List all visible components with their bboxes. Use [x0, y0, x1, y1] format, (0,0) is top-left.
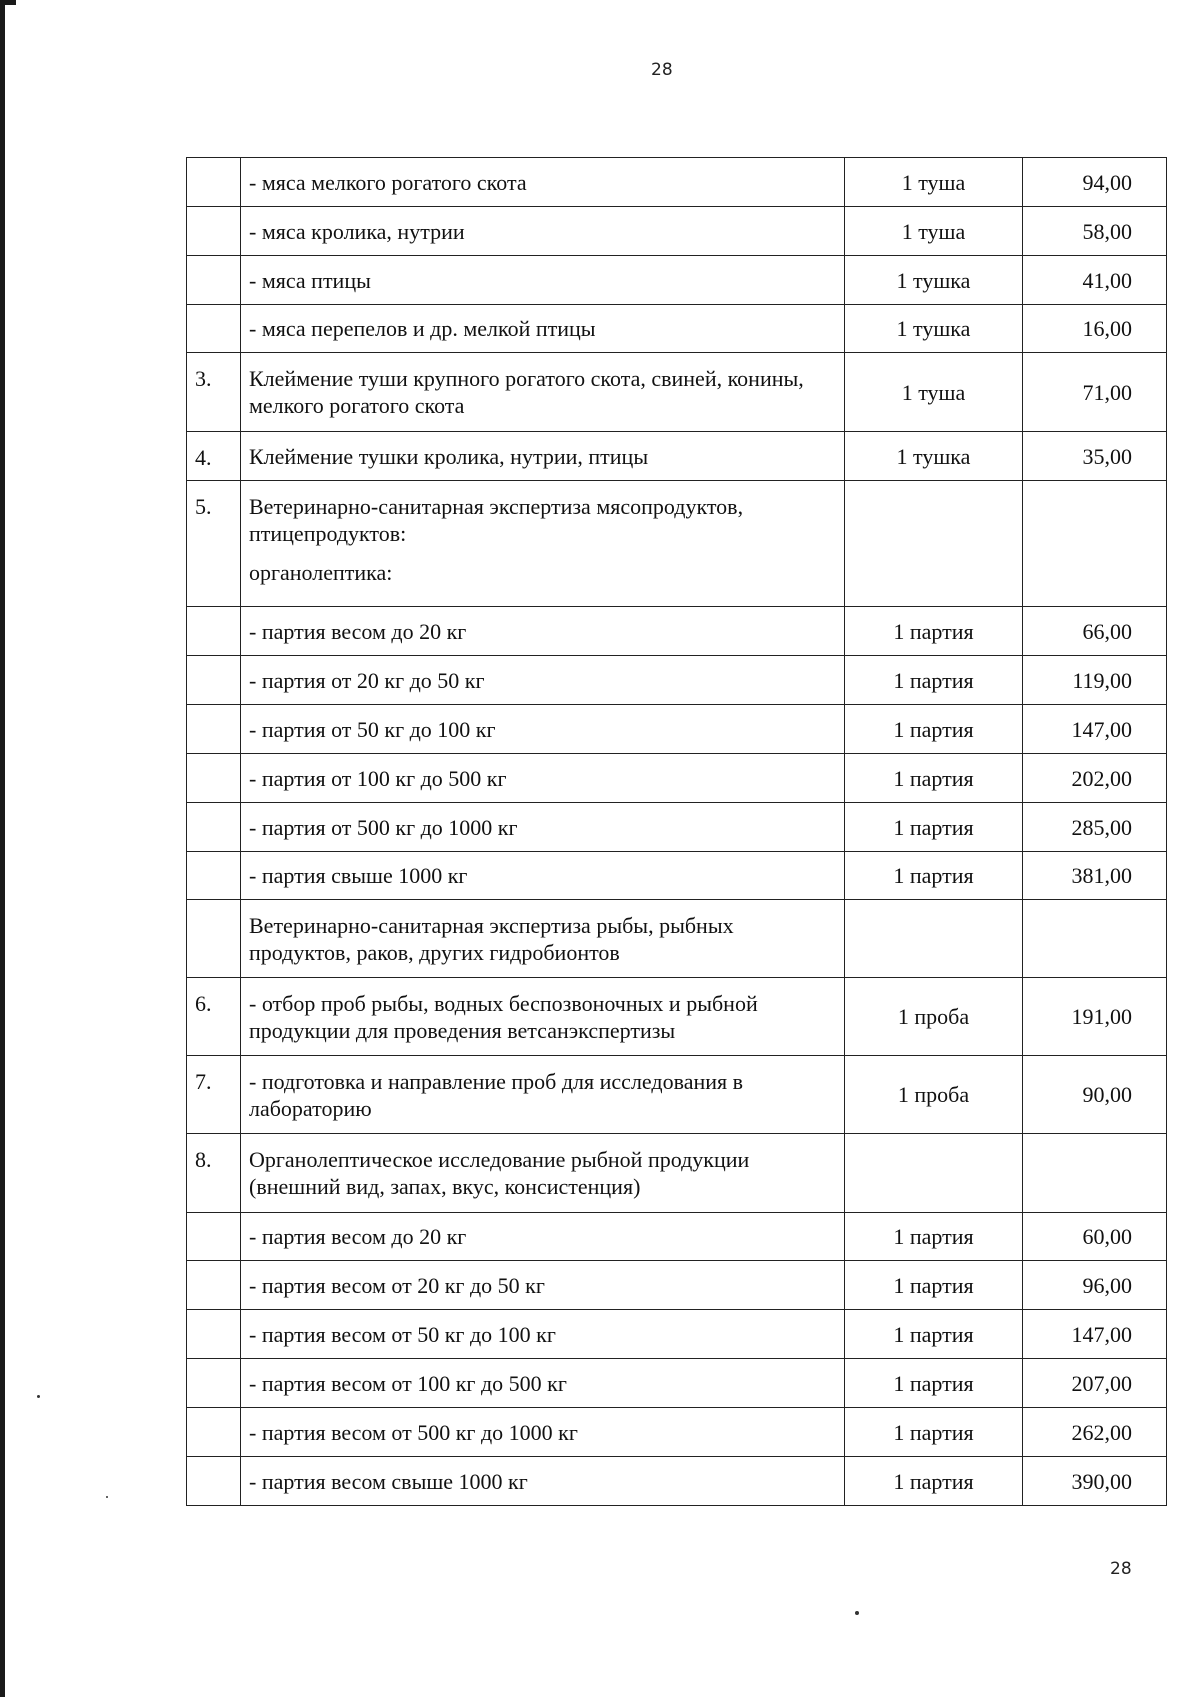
price-cell	[1023, 1310, 1167, 1359]
unit-cell	[845, 1457, 1023, 1506]
price-cell	[1023, 852, 1167, 900]
table-row	[187, 978, 1167, 1056]
price-cell	[1023, 1213, 1167, 1261]
unit-text: 1 тушка	[896, 267, 971, 293]
service-name-text: - мяса перепелов и др. мелкой птицы	[249, 316, 596, 341]
price-cell	[1023, 305, 1167, 353]
service-name-cell	[241, 1056, 845, 1134]
table-row	[187, 432, 1167, 481]
row-number-cell	[187, 1261, 241, 1310]
service-name-text: - партия весом от 50 кг до 100 кг	[249, 1321, 556, 1347]
unit-cell	[845, 852, 1023, 900]
unit-cell	[845, 158, 1023, 207]
service-name-text: - партия от 20 кг до 50 кг	[249, 667, 485, 693]
unit-text: 1 партия	[893, 667, 974, 693]
service-name-cell	[241, 207, 845, 256]
price-cell	[1023, 1359, 1167, 1408]
unit-cell	[845, 481, 1023, 607]
unit-text: 1 туша	[901, 169, 966, 195]
service-name-cell	[241, 1408, 845, 1457]
row-number-cell	[187, 705, 241, 754]
price-text: 90,00	[1082, 1082, 1132, 1107]
price-cell	[1023, 1261, 1167, 1310]
service-name-text: - мяса мелкого рогатого скота	[249, 169, 527, 195]
row-number-cell	[187, 1056, 241, 1134]
service-name-cell	[241, 256, 845, 305]
service-name-cell	[241, 705, 845, 754]
price-cell	[1023, 158, 1167, 207]
unit-text: 1 партия	[893, 1468, 974, 1494]
unit-cell	[845, 607, 1023, 656]
price-cell	[1023, 1457, 1167, 1506]
table-row	[187, 1056, 1167, 1134]
row-number-text: 4.	[195, 445, 212, 470]
row-number-cell	[187, 1408, 241, 1457]
price-cell	[1023, 1408, 1167, 1457]
unit-text: 1 партия	[893, 1321, 974, 1347]
price-text: 147,00	[1071, 716, 1132, 742]
price-text: 96,00	[1082, 1272, 1132, 1298]
unit-cell	[845, 705, 1023, 754]
price-text: 202,00	[1071, 765, 1132, 791]
price-cell	[1023, 754, 1167, 803]
service-name-text: - партия от 500 кг до 1000 кг	[249, 814, 518, 840]
row-number-text: 3.	[195, 366, 212, 391]
price-cell	[1023, 705, 1167, 754]
service-name-cell	[241, 1261, 845, 1310]
service-name-text: - мяса птицы	[249, 267, 371, 293]
price-text: 119,00	[1072, 667, 1132, 693]
service-name-text: Ветеринарно-санитарная экспертиза мясопродуктов, птицепродуктов:	[249, 494, 744, 546]
price-cell	[1023, 803, 1167, 852]
service-name-cell	[241, 656, 845, 705]
page-number-top: 28	[651, 60, 673, 80]
service-name-cell	[241, 900, 845, 978]
unit-cell	[845, 1359, 1023, 1408]
unit-text: 1 партия	[893, 1272, 974, 1298]
unit-text: 1 партия	[893, 716, 974, 742]
row-number-cell	[187, 1310, 241, 1359]
price-text: 94,00	[1082, 169, 1132, 195]
table-row	[187, 705, 1167, 754]
price-cell	[1023, 978, 1167, 1056]
service-name-cell	[241, 1310, 845, 1359]
price-cell	[1023, 607, 1167, 656]
service-name-text: - партия весом от 500 кг до 1000 кг	[249, 1419, 578, 1445]
price-cell	[1023, 1134, 1167, 1213]
service-name-cell	[241, 1457, 845, 1506]
table-row	[187, 656, 1167, 705]
row-number-cell	[187, 1457, 241, 1506]
table-row	[187, 1359, 1167, 1408]
price-cell	[1023, 481, 1167, 607]
table-row	[187, 803, 1167, 852]
price-cell	[1023, 656, 1167, 705]
table-row	[187, 158, 1167, 207]
unit-cell	[845, 656, 1023, 705]
row-number-cell	[187, 656, 241, 705]
price-text: 191,00	[1071, 1004, 1132, 1029]
row-number-text: 5.	[195, 494, 212, 519]
price-table	[186, 157, 1167, 1506]
service-name-text: Клеймение тушки кролика, нутрии, птицы	[249, 443, 649, 469]
unit-text: 1 туша	[901, 379, 966, 405]
unit-text: 1 туша	[901, 218, 966, 244]
table-row	[187, 481, 1167, 607]
unit-text: 1 партия	[893, 1370, 974, 1396]
unit-cell	[845, 256, 1023, 305]
service-name-text: - отбор проб рыбы, водных беспозвоночных и рыбной продукции для проведения ветсанэкспертизы	[249, 990, 758, 1043]
unit-cell	[845, 900, 1023, 978]
price-text: 58,00	[1082, 218, 1132, 244]
price-cell	[1023, 256, 1167, 305]
unit-text: 1 проба	[897, 1082, 970, 1107]
unit-cell	[845, 803, 1023, 852]
price-table-body	[187, 158, 1167, 1506]
unit-cell	[845, 1056, 1023, 1134]
row-number-cell	[187, 481, 241, 607]
service-name-text: - партия весом от 20 кг до 50 кг	[249, 1272, 545, 1298]
service-name-text: - партия от 50 кг до 100 кг	[249, 716, 496, 742]
service-name-text: - партия свыше 1000 кг	[249, 863, 468, 888]
price-text: 66,00	[1082, 618, 1132, 644]
service-subheading-text: органолептика:	[249, 560, 393, 585]
price-text: 35,00	[1082, 443, 1132, 469]
table-row	[187, 852, 1167, 900]
table-row	[187, 1213, 1167, 1261]
table-row	[187, 607, 1167, 656]
table-row	[187, 754, 1167, 803]
unit-text: 1 партия	[893, 863, 974, 888]
unit-cell	[845, 1261, 1023, 1310]
price-text: 147,00	[1071, 1321, 1132, 1347]
table-row	[187, 1457, 1167, 1506]
row-number-cell	[187, 852, 241, 900]
table-row	[187, 1261, 1167, 1310]
scan-speck	[855, 1611, 859, 1615]
unit-text: 1 партия	[893, 765, 974, 791]
table-row	[187, 900, 1167, 978]
unit-cell	[845, 432, 1023, 481]
service-name-text: - мяса кролика, нутрии	[249, 218, 465, 244]
row-number-cell	[187, 978, 241, 1056]
row-number-cell	[187, 158, 241, 207]
unit-cell	[845, 353, 1023, 432]
price-cell	[1023, 1056, 1167, 1134]
price-cell	[1023, 900, 1167, 978]
service-name-cell	[241, 481, 845, 607]
unit-cell	[845, 305, 1023, 353]
row-number-text: 6.	[195, 991, 212, 1016]
price-text: 390,00	[1071, 1468, 1132, 1494]
row-number-cell	[187, 207, 241, 256]
price-text: 207,00	[1071, 1370, 1132, 1396]
unit-text: 1 партия	[893, 814, 974, 840]
service-name-text: Органолептическое исследование рыбной продукции (внешний вид, запах, вкус, консистенция)	[249, 1147, 750, 1199]
table-row	[187, 207, 1167, 256]
service-name-text: - партия весом от 100 кг до 500 кг	[249, 1370, 567, 1396]
price-text: 381,00	[1071, 863, 1132, 888]
row-number-cell	[187, 900, 241, 978]
row-number-cell	[187, 305, 241, 353]
row-number-cell	[187, 432, 241, 481]
service-name-cell	[241, 1359, 845, 1408]
service-name-cell	[241, 1134, 845, 1213]
price-cell	[1023, 353, 1167, 432]
price-cell	[1023, 432, 1167, 481]
unit-cell	[845, 207, 1023, 256]
table-row	[187, 256, 1167, 305]
service-name-cell	[241, 305, 845, 353]
service-name-text: - партия от 100 кг до 500 кг	[249, 765, 507, 791]
row-number-cell	[187, 1359, 241, 1408]
service-name-cell	[241, 607, 845, 656]
service-name-text: - партия весом свыше 1000 кг	[249, 1468, 528, 1494]
unit-cell	[845, 1134, 1023, 1213]
row-number-cell	[187, 607, 241, 656]
price-text: 71,00	[1082, 379, 1132, 405]
service-name-text: Клеймение туши крупного рогатого скота, свиней, конины, мелкого рогатого скота	[249, 366, 804, 418]
price-text: 285,00	[1071, 814, 1132, 840]
unit-cell	[845, 754, 1023, 803]
service-name-cell	[241, 1213, 845, 1261]
service-name-cell	[241, 353, 845, 432]
scan-speck	[106, 1496, 108, 1498]
row-number-text: 7.	[195, 1069, 212, 1094]
service-name-text: - партия весом до 20 кг	[249, 618, 467, 644]
service-name-text: - партия весом до 20 кг	[249, 1224, 467, 1249]
unit-text: 1 тушка	[896, 443, 971, 469]
table-row	[187, 1408, 1167, 1457]
price-text: 60,00	[1082, 1224, 1132, 1249]
unit-text: 1 партия	[893, 1224, 974, 1249]
row-number-cell	[187, 803, 241, 852]
price-text: 16,00	[1082, 316, 1132, 341]
row-number-cell	[187, 754, 241, 803]
row-number-cell	[187, 256, 241, 305]
unit-text: 1 партия	[893, 1419, 974, 1445]
unit-text: 1 тушка	[896, 316, 971, 341]
service-name-text: Ветеринарно-санитарная экспертиза рыбы, рыбных продуктов, раков, других гидробионтов	[249, 912, 734, 965]
service-name-cell	[241, 754, 845, 803]
service-name-cell	[241, 803, 845, 852]
unit-cell	[845, 1310, 1023, 1359]
row-number-cell	[187, 353, 241, 432]
page-number-bottom: 28	[1110, 1559, 1132, 1579]
service-name-cell	[241, 158, 845, 207]
row-number-cell	[187, 1134, 241, 1213]
table-row	[187, 1134, 1167, 1213]
service-name-cell	[241, 432, 845, 481]
unit-text: 1 партия	[893, 618, 974, 644]
service-name-cell	[241, 852, 845, 900]
unit-text: 1 проба	[897, 1004, 970, 1029]
unit-cell	[845, 1408, 1023, 1457]
table-row	[187, 353, 1167, 432]
service-name-cell	[241, 978, 845, 1056]
row-number-text: 8.	[195, 1147, 212, 1172]
price-cell	[1023, 207, 1167, 256]
row-number-cell	[187, 1213, 241, 1261]
price-text: 41,00	[1082, 267, 1132, 293]
price-text: 262,00	[1071, 1419, 1132, 1445]
scan-page-edge	[0, 0, 5, 1697]
unit-cell	[845, 1213, 1023, 1261]
unit-cell	[845, 978, 1023, 1056]
scan-speck	[37, 1395, 40, 1398]
table-row	[187, 1310, 1167, 1359]
service-name-text: - подготовка и направление проб для исследования в лабораторию	[249, 1068, 744, 1121]
table-row	[187, 305, 1167, 353]
